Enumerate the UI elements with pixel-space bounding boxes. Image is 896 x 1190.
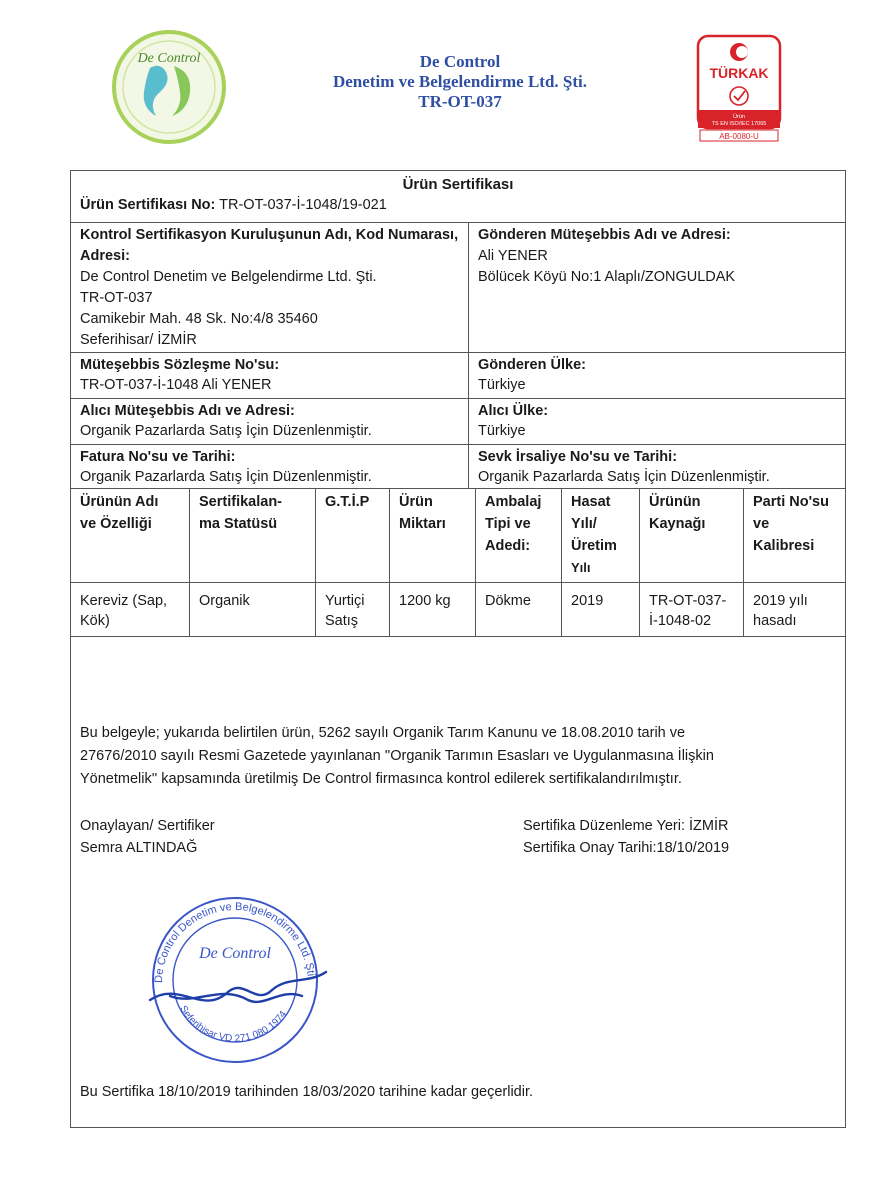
stamp-outer-text: De Control Denetim ve Belgelendirme Ltd. Şti.: [152, 900, 317, 984]
issue-place: Sertifika Düzenleme Yeri: İZMİR: [523, 818, 729, 834]
certificate-title: Ürün Sertifikası: [402, 176, 514, 193]
cell-quantity: [389, 583, 475, 636]
invoice-cell: [71, 445, 468, 488]
header-text: Tipi ve: [485, 516, 531, 532]
receiver-country-value: Türkiye: [478, 423, 526, 439]
control-body-line: Camikebir Mah. 48 Sk. No:4/8 35460: [80, 311, 318, 327]
stamp-logo-text: De Control: [199, 945, 271, 962]
cell-harvest-year: [561, 583, 639, 636]
approval-date: Sertifika Onay Tarihi:18/10/2019: [523, 840, 730, 856]
header-text: G.T.İ.P: [325, 494, 370, 510]
stamp-inner-text: Seferihisar VD 271 080 1974: [177, 1003, 290, 1045]
cell-text: 2019 yılı: [753, 593, 808, 609]
header-product-source: [639, 489, 743, 582]
turkak-code: AB-0080-U: [719, 132, 759, 141]
invoice-label: Fatura No'su ve Tarihi:: [80, 449, 236, 465]
statement-line: Yönetmelik'' kapsamında üretilmiş De Control firmasınca kontrol edilerek sertifikalandırılmıştır.: [80, 771, 682, 787]
control-body-cell: [71, 223, 468, 352]
certification-statement: [80, 722, 810, 791]
receiver-country-cell: [468, 399, 845, 444]
header-harvest-year: [561, 489, 639, 582]
company-code: TR-OT-037: [418, 92, 502, 111]
certificate-number-value: TR-OT-037-İ-1048/19-021: [219, 197, 387, 213]
company-name: De Control: [419, 52, 501, 71]
header-text: ve: [753, 516, 770, 532]
cell-product-name: [71, 583, 189, 636]
issue-info-block: [523, 815, 729, 859]
validity-statement: Bu Sertifika 18/10/2019 tarihinden 18/03/2020 tarihine kadar geçerlidir.: [80, 1084, 534, 1100]
signature-scribble: [150, 972, 326, 1002]
header-lot-number: [743, 489, 845, 582]
turkak-accreditation-mark: [696, 34, 782, 152]
cell-text: Yurtiçi: [325, 593, 365, 609]
sender-cell: [468, 223, 845, 352]
cell-text: İ-1048-02: [649, 613, 712, 629]
sender-country-cell: [468, 353, 845, 398]
receiver-value: Organik Pazarlarda Satış İçin Düzenlenmiştir.: [80, 423, 372, 439]
waybill-value: Organik Pazarlarda Satış İçin Düzenlenmiştir.: [478, 469, 770, 485]
statement-line: 27676/2010 sayılı Resmi Gazetede yayınlanan ''Organik Tarımın Esasları ve Uygulanmasına İlişkin: [80, 748, 714, 764]
contract-cell: [71, 353, 468, 398]
parties-row: [71, 223, 845, 353]
header-text: Yılı: [571, 560, 591, 575]
logo-text: De Control: [137, 51, 201, 66]
header-text: Ambalaj: [485, 494, 542, 510]
header-quantity: [389, 489, 475, 582]
product-table-header: [71, 489, 845, 583]
header-text: Kalibresi: [753, 538, 815, 554]
invoice-value: Organik Pazarlarda Satış İçin Düzenlenmiştir.: [80, 469, 372, 485]
de-control-logo: [110, 28, 228, 146]
cell-text: Organik: [199, 593, 250, 609]
header-gtip: [315, 489, 389, 582]
certificate-title-row: [71, 171, 845, 223]
contract-row: [71, 353, 845, 399]
certificate-number-label: Ürün Sertifikası No:: [80, 197, 216, 213]
approver-block: [80, 815, 215, 859]
company-stamp: [140, 888, 330, 1068]
statement-line: Bu belgeyle; yukarıda belirtilen ürün, 5262 sayılı Organik Tarım Kanunu ve 18.08.2010 tarih ve: [80, 725, 686, 741]
invoice-row: [71, 445, 845, 489]
header-text: Ürünün: [649, 494, 701, 510]
svg-text:De Control Denetim ve Belgelen: [153, 901, 317, 983]
header-text: Yılı/: [571, 516, 597, 532]
control-body-label: Kontrol Sertifikasyon Kuruluşunun Adı, Kod Numarası, Adresi:: [80, 227, 459, 264]
sender-country-label: Gönderen Ülke:: [478, 357, 586, 373]
approver-name: Semra ALTINDAĞ: [80, 840, 198, 856]
header-text: Kaynağı: [649, 516, 706, 532]
company-header: [300, 52, 620, 112]
header-text: Sertifikalan-: [199, 494, 282, 510]
receiver-cell: [71, 399, 468, 444]
sender-line: Bölücek Köyü No:1 Alaplı/ZONGULDAK: [478, 269, 736, 285]
cell-text: TR-OT-037-: [649, 593, 727, 609]
waybill-cell: [468, 445, 845, 488]
company-fullname: Denetim ve Belgelendirme Ltd. Şti.: [332, 72, 587, 91]
header-text: Üretim: [571, 538, 617, 554]
approver-label: Onaylayan/ Sertifiker: [80, 818, 215, 834]
header-product-name: [71, 489, 189, 582]
svg-text:Seferihisar VD 271 080 1974: [177, 1004, 289, 1044]
sender-country-value: Türkiye: [478, 377, 526, 393]
control-body-line: De Control Denetim ve Belgelendirme Ltd. Şti.: [80, 269, 377, 285]
table-row: [71, 583, 845, 637]
cell-product-source: [639, 583, 743, 636]
waybill-label: Sevk İrsaliye No'su ve Tarihi:: [478, 449, 678, 465]
cell-text: Satış: [325, 613, 359, 629]
cell-text: hasadı: [753, 613, 797, 629]
control-body-line: Seferihisar/ İZMİR: [80, 332, 197, 348]
cell-text: 1200 kg: [399, 593, 451, 609]
header-text: ma Statüsü: [199, 516, 278, 532]
header-text: Parti No'su: [753, 494, 829, 510]
sender-line: Ali YENER: [478, 248, 548, 264]
header-text: Adedi:: [485, 538, 531, 554]
cell-packaging: [475, 583, 561, 636]
receiver-country-label: Alıcı Ülke:: [478, 403, 549, 419]
turkak-standard: TS EN ISO/IEC 17065: [711, 121, 767, 127]
header-text: Ürün: [399, 494, 433, 510]
cell-text: Kök): [80, 613, 110, 629]
header-certification-status: [189, 489, 315, 582]
contract-value: TR-OT-037-İ-1048 Ali YENER: [80, 377, 272, 393]
control-body-line: TR-OT-037: [80, 290, 153, 306]
header-text: ve Özelliği: [80, 516, 152, 532]
sender-label: Gönderen Müteşebbis Adı ve Adresi:: [478, 227, 731, 243]
cell-text: Kereviz (Sap,: [80, 593, 168, 609]
cell-text: 2019: [571, 593, 604, 609]
header-text: Hasat: [571, 494, 611, 510]
header-text: Ürünün Adı: [80, 494, 159, 510]
receiver-label: Alıcı Müteşebbis Adı ve Adresi:: [80, 403, 295, 419]
cell-gtip: [315, 583, 389, 636]
header-packaging: [475, 489, 561, 582]
turkak-brand: TÜRKAK: [709, 65, 769, 81]
certificate-number: [71, 193, 845, 222]
turkak-scope: Ürün: [733, 114, 745, 120]
cell-lot-number: [743, 583, 845, 636]
header-text: Miktarı: [399, 516, 446, 532]
cell-certification-status: [189, 583, 315, 636]
receiver-row: [71, 399, 845, 445]
cell-text: Dökme: [485, 593, 531, 609]
contract-label: Müteşebbis Sözleşme No'su:: [80, 357, 280, 373]
